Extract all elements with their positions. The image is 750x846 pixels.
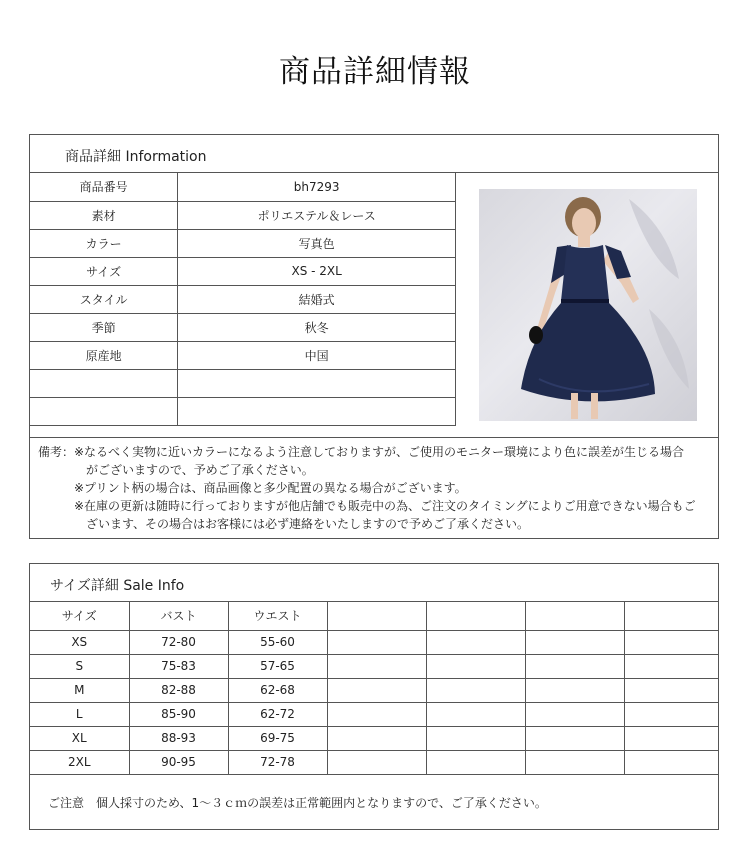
note-line: ※プリント柄の場合は、商品画像と多少配置の異なる場合がございます。 (74, 481, 467, 495)
size-cell: 72-78 (228, 750, 327, 774)
size-cell: 57-65 (228, 654, 327, 678)
notes-section (30, 437, 718, 538)
spec-value: 中国 (178, 341, 456, 369)
size-cell (426, 726, 525, 750)
size-row (30, 678, 719, 702)
spec-label: 原産地 (30, 341, 178, 369)
size-cell: 69-75 (228, 726, 327, 750)
spec-row (30, 313, 456, 341)
notes-prefix: 備考： (38, 445, 75, 459)
spec-value: 結婚式 (178, 285, 456, 313)
column-header (525, 602, 624, 630)
spec-label: サイズ (30, 257, 178, 285)
size-header (30, 564, 718, 602)
spec-row (30, 285, 456, 313)
size-row (30, 654, 719, 678)
size-cell: 90-95 (129, 750, 228, 774)
spec-row (30, 229, 456, 257)
size-cell: M (30, 678, 129, 702)
size-cell (525, 702, 624, 726)
spec-value: XS - 2XL (178, 257, 456, 285)
size-cell (426, 654, 525, 678)
column-header: サイズ (30, 602, 129, 630)
spec-label: 素材 (30, 201, 178, 229)
size-cell (624, 654, 719, 678)
note-line: がございますので、予めご了承ください。 (86, 463, 314, 477)
page-title: 商品詳細情報 (279, 54, 471, 90)
spec-row (30, 257, 456, 285)
size-cell (624, 678, 719, 702)
size-row (30, 750, 719, 774)
spec-label: 商品番号 (30, 173, 178, 201)
spec-label (30, 397, 178, 425)
spec-value: bh7293 (178, 173, 456, 201)
size-cell: 75-83 (129, 654, 228, 678)
size-cell: XL (30, 726, 129, 750)
spec-value (178, 369, 456, 397)
size-cell (624, 702, 719, 726)
product-photo-cell (456, 173, 719, 437)
column-header (426, 602, 525, 630)
size-cell: L (30, 702, 129, 726)
size-cell (327, 750, 426, 774)
spec-label: 季節 (30, 313, 178, 341)
spec-label: スタイル (30, 285, 178, 313)
product-information-section (29, 134, 719, 539)
size-row (30, 702, 719, 726)
spec-row (30, 173, 456, 201)
size-cell (327, 678, 426, 702)
size-cell (426, 630, 525, 654)
spec-value: 秋冬 (178, 313, 456, 341)
dress-model-illustration (479, 189, 697, 421)
size-heading: サイズ詳細 Sale Info (50, 578, 185, 594)
size-cell (525, 630, 624, 654)
size-cell (624, 726, 719, 750)
size-cell: 82-88 (129, 678, 228, 702)
size-cell: 62-72 (228, 702, 327, 726)
spec-label: カラー (30, 229, 178, 257)
size-details-section (29, 563, 719, 830)
product-photo (479, 189, 697, 421)
spec-row (30, 397, 456, 425)
spec-value (178, 397, 456, 425)
size-row (30, 726, 719, 750)
size-cell: S (30, 654, 129, 678)
size-cell (525, 678, 624, 702)
size-cell (327, 630, 426, 654)
note-line: ざいます、その場合はお客様には必ず連絡をいたしますので予めご了承ください。 (86, 517, 530, 531)
spec-label (30, 369, 178, 397)
size-cell (426, 750, 525, 774)
note-line: ※在庫の更新は随時に行っておりますが他店舗でも販売中の為、ご注文のタイミングによりご用意できない場合もご (74, 499, 696, 513)
size-cell: 85-90 (129, 702, 228, 726)
size-cell: 55-60 (228, 630, 327, 654)
size-cell (327, 726, 426, 750)
size-cell (624, 630, 719, 654)
size-cell: 72-80 (129, 630, 228, 654)
size-table-header-row (30, 602, 719, 630)
size-cell (525, 654, 624, 678)
spec-table (30, 173, 456, 426)
size-caution-note: ご注意 個人採寸のため、1～３ｃｍの誤差は正常範囲内となりますので、ご了承ください。 (48, 796, 547, 810)
information-heading: 商品詳細 Information (65, 149, 207, 165)
size-cell: 62-68 (228, 678, 327, 702)
size-cell (624, 750, 719, 774)
spec-row (30, 369, 456, 397)
column-header: バスト (129, 602, 228, 630)
information-header (30, 135, 718, 173)
size-row (30, 630, 719, 654)
size-cell (327, 702, 426, 726)
size-cell (426, 702, 525, 726)
size-table (30, 602, 719, 775)
spec-value: 写真色 (178, 229, 456, 257)
size-cell: 2XL (30, 750, 129, 774)
column-header (624, 602, 719, 630)
spec-row (30, 201, 456, 229)
column-header: ウエスト (228, 602, 327, 630)
size-cell: 88-93 (129, 726, 228, 750)
note-line: ※なるべく実物に近いカラーになるよう注意しておりますが、ご使用のモニター環境により色に誤差が生じる場合 (74, 445, 685, 459)
size-cell: XS (30, 630, 129, 654)
size-cell (525, 726, 624, 750)
spec-value: ポリエステル＆レース (178, 201, 456, 229)
column-header (327, 602, 426, 630)
spec-row (30, 341, 456, 369)
size-cell (426, 678, 525, 702)
size-cell (525, 750, 624, 774)
size-cell (327, 654, 426, 678)
